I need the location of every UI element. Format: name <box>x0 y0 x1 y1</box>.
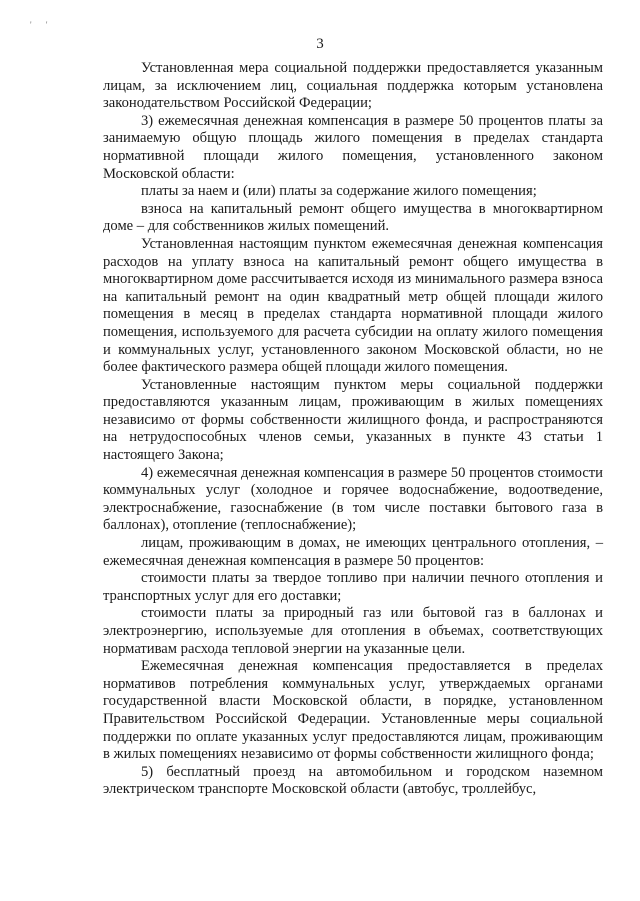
paragraph: стоимости платы за природный газ или бытовой газ в баллонах и электроэнергию, используемые для отопления в объемах, соответствующих нормативам расхода тепловой энергии на указанные цели. <box>103 605 603 657</box>
paragraph: взноса на капитальный ремонт общего имущества в многоквартирном доме – для собственников жилых помещений. <box>103 200 603 235</box>
scan-artifact: ' ' <box>30 20 54 30</box>
document-body <box>103 60 603 799</box>
paragraph: Установленные настоящим пунктом меры социальной поддержки предоставляются указанным лицам, проживающим в жилых помещениях независимо от формы собственности жилищного фонда, и распространяются на нетрудоспособных членов семьи, указанных в пункте 43 статьи 1 настоящего Закона; <box>103 376 603 464</box>
page-number: 3 <box>316 36 324 52</box>
paragraph: лицам, проживающим в домах, не имеющих центрального отопления, – ежемесячная денежная компенсация в размере 50 процентов: <box>103 535 603 569</box>
paragraph: 3) ежемесячная денежная компенсация в размере 50 процентов платы за занимаемую общую площадь жилого помещения в пределах стандарта нормативной площади жилого помещения, установленного законом Московской области: <box>103 112 603 182</box>
paragraph: Ежемесячная денежная компенсация предоставляется в пределах нормативов потребления коммунальных услуг, утверждаемых органами государственной власти Московской области, в порядке, установленном Правительством Российской Федерации. Установленные меры социальной поддержки по оплате указанных услуг предоставляются лицам, проживающим в жилых помещениях независимо от формы собственности жилищного фонда; <box>103 658 603 763</box>
paragraph: стоимости платы за твердое топливо при наличии печного отопления и транспортных услуг для его доставки; <box>103 570 603 604</box>
paragraph: Установленная настоящим пунктом ежемесячная денежная компенсация расходов на уплату взноса на капитальный ремонт общего имущества в многоквартирном доме рассчитывается исходя из минимального размера взноса на капитальный ремонт на один квадратный метр общей площади жилого помещения в месяц в пределах стандарта нормативной площади жилого помещения, используемого для расчета субсидии на оплату жилого помещения и коммунальных услуг, установленного законом Московской области, но не более фактического размера общей площади жилого помещения. <box>103 235 603 376</box>
paragraph: 4) ежемесячная денежная компенсация в размере 50 процентов стоимости коммунальных услуг (холодное и горячее водоснабжение, водоотведение, электроснабжение, газоснабжение (в том числе поставки бытового газа в баллонах), отопление (теплоснабжение); <box>103 464 603 534</box>
paragraph: Установленная мера социальной поддержки предоставляется указанным лицам, за исключением лиц, социальная поддержка которым установлена законодательством Российской Федерации; <box>103 60 603 112</box>
paragraph: 5) бесплатный проезд на автомобильном и городском наземном электрическом транспорте Московской области (автобус, троллейбус, <box>103 763 603 798</box>
paragraph: платы за наем и (или) платы за содержание жилого помещения; <box>141 183 537 200</box>
